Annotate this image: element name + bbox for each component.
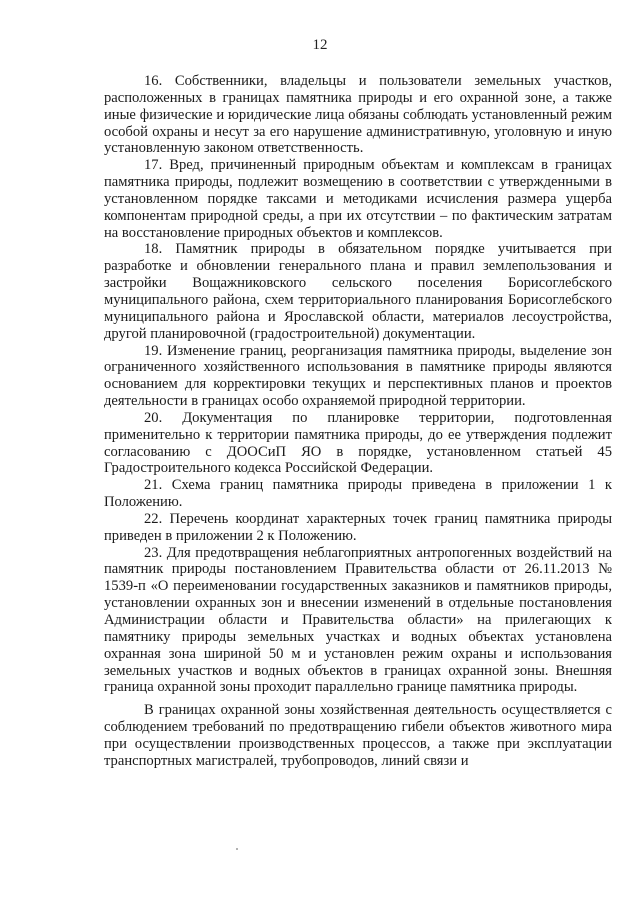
paragraph-18: 18. Памятник природы в обязательном порядке учитывается при разработке и обновлении генерального плана и правил землепользования и застройки Вощажниковского сельского поселения Борисоглебского муниципального района, схем территориального планирования Борисоглебского муниципального района и Ярославской области, материалов лесоустройства, другой планировочной (градостроительной) документации. <box>104 241 612 342</box>
paragraph-23: 23. Для предотвращения неблагоприятных антропогенных воздействий на памятник природы постановлением Правительства области от 26.11.2013 № 1539-п «О переименовании государственных заказников и памятников природы, установлении охранных зон и внесении изменений в отдельные постановления Администрации области и Правительства области» на прилегающих к памятнику природы земельных участках и водных объектах установлена охранная зона шириной 50 м и установлен режим охраны и использования земельных участков и водных объектов в границах охранной зоны. Внешняя граница охранной зоны проходит параллельно границе памятника природы. <box>104 544 612 696</box>
paragraph-20: 20. Документация по планировке территории, подготовленная применительно к территории памятника природы, до ее утверждения подлежит согласованию с ДООСиП ЯО в порядке, установленном статьей 45 Градостроительного кодекса Российской Федерации. <box>104 409 612 477</box>
paragraph-protection-zone: В границах охранной зоны хозяйственная деятельность осуществляется с соблюдением требований по предотвращению гибели объектов животного мира при осуществлении производственных процессов, а также при эксплуатации транспортных магистралей, трубопроводов, линий связи и <box>104 702 612 769</box>
paragraph-19: 19. Изменение границ, реорганизация памятника природы, выделение зон ограниченного хозяйственного использования в памятнике природы являются основанием для корректировки текущих и перспективных планов и проектов деятельности в границах особо охраняемой природной территории. <box>104 342 612 410</box>
paragraph-21: 21. Схема границ памятника природы приведена в приложении 1 к Положению. <box>104 477 612 511</box>
paragraph-16: 16. Собственники, владельцы и пользователи земельных участков, расположенных в границах памятника природы и его охранной зоне, а также иные физические и юридические лица обязаны соблюдать установленный режим особой охраны и несут за его нарушение административную, уголовную и иную установленную законом ответственность. <box>104 73 612 157</box>
document-body <box>104 73 612 770</box>
scan-speck <box>236 848 238 850</box>
paragraph-22: 22. Перечень координат характерных точек границ памятника природы приведен в приложении 2 к Положению. <box>104 510 612 544</box>
paragraph-17: 17. Вред, причиненный природным объектам и комплексам в границах памятника природы, подлежит возмещению в соответствии с утвержденными в установленном порядке таксами и методиками исчисления размера ущерба компонентам природной среды, а при их отсутствии – по фактическим затратам на восстановление природных объектов и комплексов. <box>104 157 612 241</box>
page-number: 12 <box>312 37 328 53</box>
